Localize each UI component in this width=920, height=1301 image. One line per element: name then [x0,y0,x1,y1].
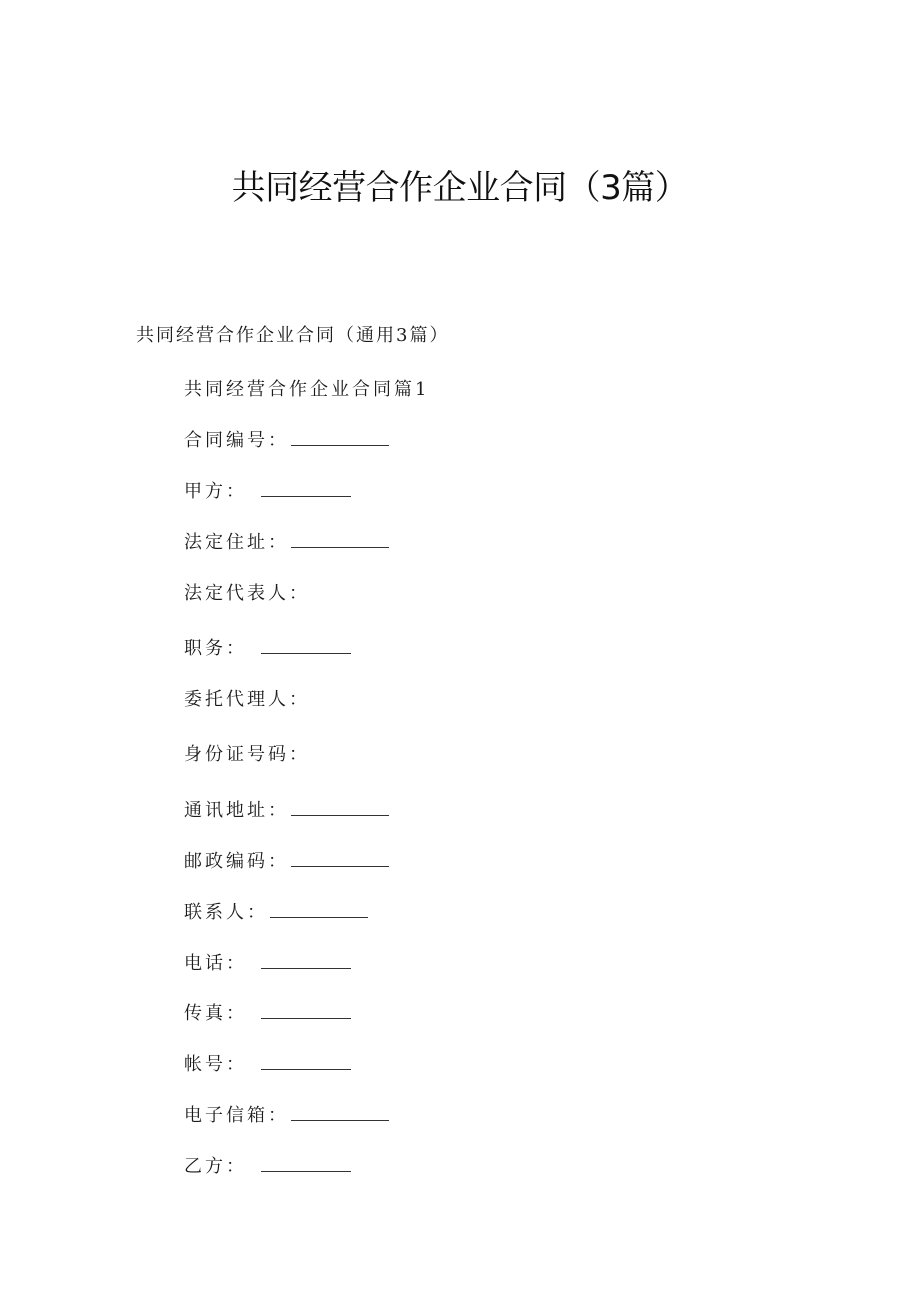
field-position [184,635,351,663]
blank-line [261,635,351,654]
document-title: 共同经营合作企业合同（3篇） [231,168,689,208]
field-phone [184,950,351,978]
field-id-number [184,741,310,769]
field-label: 法定住址： [184,532,289,553]
field-label: 联系人： [184,902,268,923]
field-fax [184,1000,351,1028]
blank-line [291,427,389,446]
blank-line [261,478,351,497]
blank-line [261,1051,351,1070]
field-label: 乙方： [184,1156,247,1177]
blank-line [291,529,389,548]
field-contact-person [184,899,368,927]
field-authorized-agent [184,686,310,714]
blank-line [261,1000,351,1019]
document-subtitle: 共同经营合作企业合同（通用3篇） [136,325,450,346]
field-label: 法定代表人： [184,583,310,604]
field-label: 传真： [184,1003,247,1024]
field-label: 甲方： [184,481,247,502]
field-label: 身份证号码： [184,744,310,765]
blank-line [261,950,351,969]
field-label: 委托代理人： [184,689,310,710]
field-email [184,1102,389,1130]
blank-line [291,848,389,867]
field-label: 电话： [184,953,247,974]
blank-line [270,899,368,918]
field-party-a [184,478,351,506]
blank-line [291,1102,389,1121]
section-heading: 共同经营合作企业合同篇1 [184,379,430,400]
field-legal-representative [184,580,310,608]
field-label: 帐号： [184,1054,247,1075]
field-label: 电子信箱： [184,1105,289,1126]
field-legal-address [184,529,389,557]
field-contract-number [184,427,389,455]
field-label: 合同编号： [184,430,289,451]
field-label: 职务： [184,638,247,659]
field-mailing-address [184,797,389,825]
field-party-b [184,1153,351,1181]
field-postal-code [184,848,389,876]
blank-line [261,1153,351,1172]
blank-line [291,797,389,816]
field-account [184,1051,351,1079]
field-label: 邮政编码： [184,851,289,872]
field-label: 通讯地址： [184,800,289,821]
